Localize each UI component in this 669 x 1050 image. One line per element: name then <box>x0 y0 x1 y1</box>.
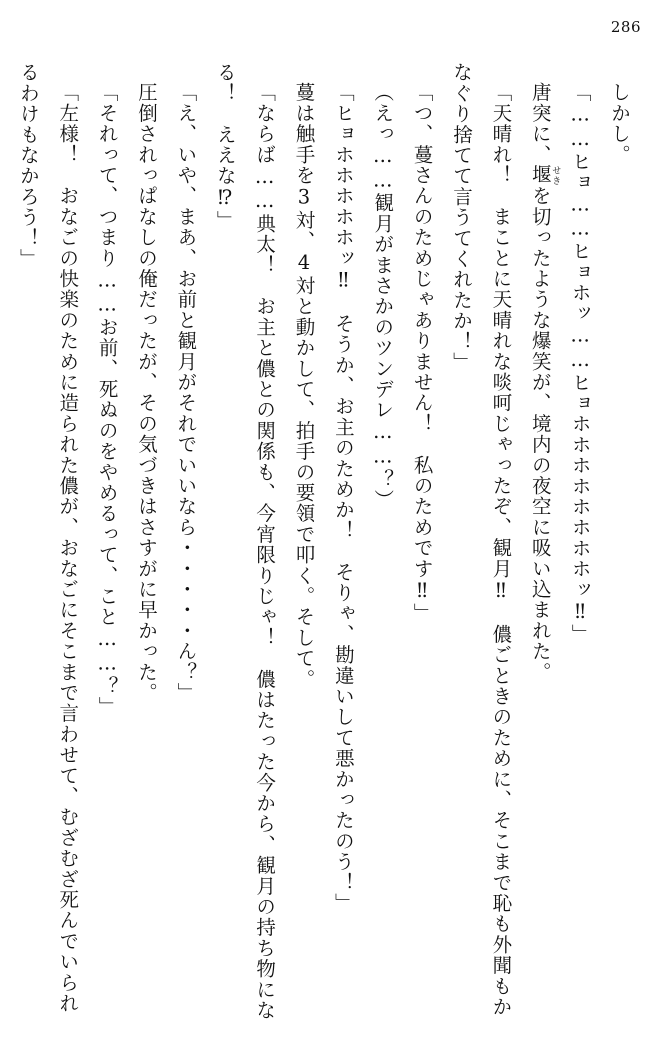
paragraph: しかし。 <box>608 81 631 165</box>
paragraph: 圧倒されっぱなしの俺だったが、その気づきはさすがに早かった。 <box>135 81 158 703</box>
paragraph: 唐突に、堰せきを切ったような爆笑が、境内の夜空に吸い込まれた。 <box>528 81 561 682</box>
paragraph: 「ならば……典太！ お主と儂との関係も、今宵限りじゃ！ 儂はたった今から、観月の持ち物になる！ ええな⁉」 <box>213 62 277 1020</box>
paragraph: 「天晴れ！ まことに天晴れな啖呵じゃったぞ、観月‼ 儂ごときのために、そこまで恥も外聞もかなぐり捨てて言うてくれたか！」 <box>450 62 513 1017</box>
ruby-annotation: 堰せき <box>528 164 561 186</box>
paragraph: （えっ……観月がまさかのツンデレ……？） <box>371 81 395 510</box>
paragraph: 「左様！ おなごの快楽のために造られた儂が、おなごにそこまで言わせて、むざむざ死んでいられるわけもなかろう！」 <box>16 62 80 1013</box>
page-text-body <box>16 62 639 1020</box>
paragraph: 「つ、蔓さんのためじゃありません！ 私のためです‼」 <box>410 81 434 624</box>
paragraph: 「それって、つまり……お前、死ぬのをやめるって、こと……？」 <box>95 81 119 717</box>
paragraph: 「……ヒョ……ヒョホッ……ヒョホホホホホホホホッ‼」 <box>568 81 592 645</box>
paragraph: 「ヒョホホホホホッ‼ そうか、お主のためか！ そりゃ、勘違いして悪かったのう！」 <box>331 81 355 913</box>
paragraph: 「え、いや、まあ、お前と観月がそれでいいなら・・・・・ん？」 <box>174 81 198 703</box>
paragraph: 蔓は触手を3対、4対と動かして、拍手の要領で叩く。そして。 <box>292 81 316 689</box>
page-number: 286 <box>610 18 641 36</box>
ruby-reading: せき <box>550 164 561 186</box>
